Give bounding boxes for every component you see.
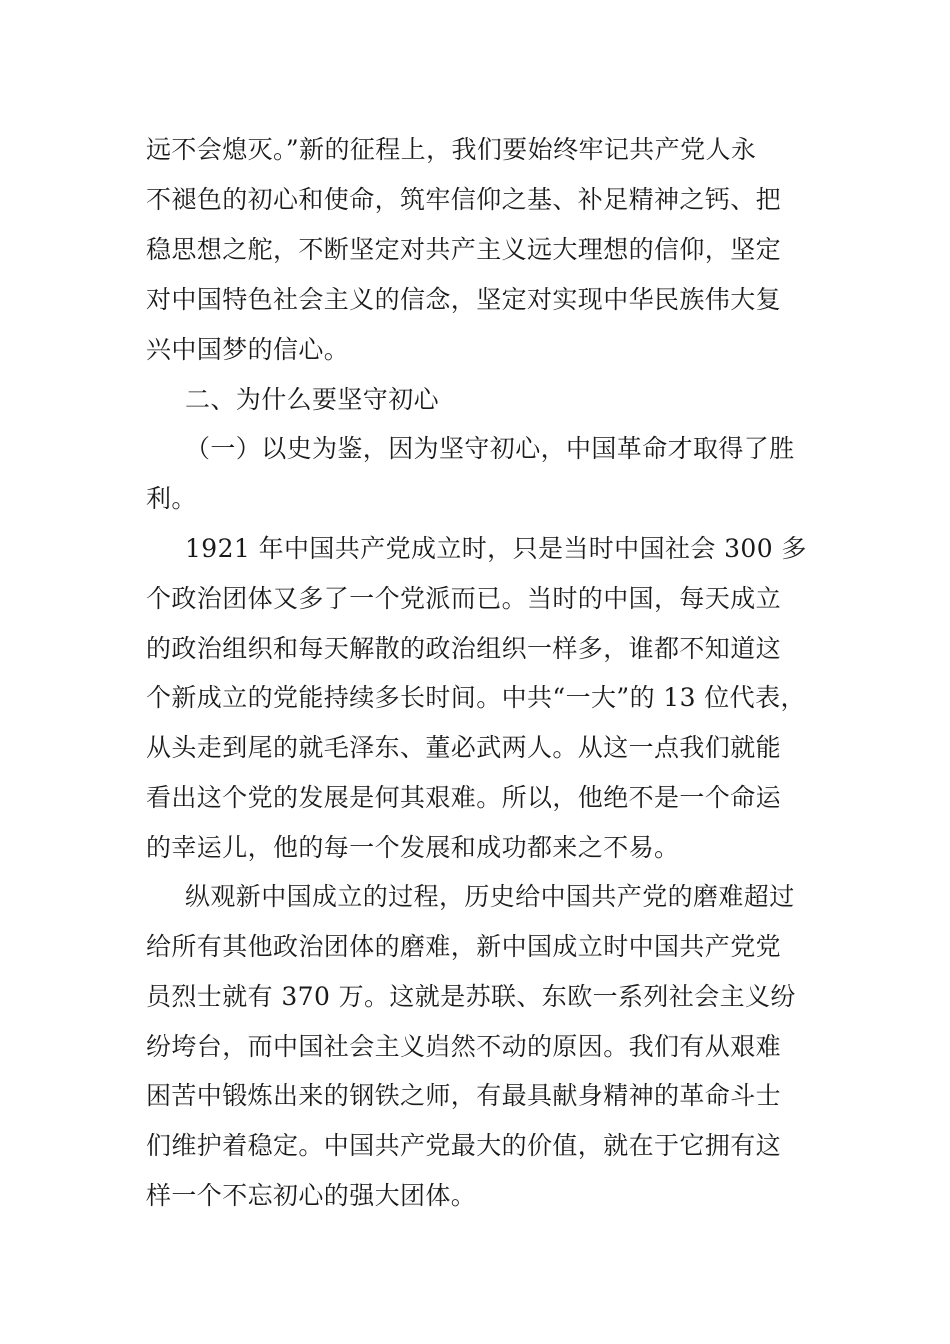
paragraph-line: 对中国特色社会主义的信念，坚定对实现中华民族伟大复: [146, 285, 782, 314]
paragraph-line: 们维护着稳定。中国共产党最大的价值，就在于它拥有这: [146, 1131, 782, 1160]
paragraph-line: 的政治组织和每天解散的政治组织一样多，谁都不知道这: [146, 634, 782, 663]
paragraph-line: 的幸运儿，他的每一个发展和成功都来之不易。: [146, 833, 680, 862]
paragraph-line: 个新成立的党能持续多长时间。中共“一大”的 13 位代表，: [146, 683, 806, 712]
section-heading: 二、为什么要坚守初心: [185, 385, 440, 414]
paragraph-line: 个政治团体又多了一个党派而已。当时的中国，每天成立: [146, 584, 782, 613]
paragraph-line: 从头走到尾的就毛泽东、董必武两人。从这一点我们就能: [146, 733, 782, 762]
paragraph-line: 兴中国梦的信心。: [146, 335, 350, 364]
paragraph-line: 看出这个党的发展是何其艰难。所以，他绝不是一个命运: [146, 783, 782, 812]
paragraph-line: 远不会熄灭。”新的征程上，我们要始终牢记共产党人永: [146, 135, 757, 164]
paragraph-line: 纷垮台，而中国社会主义岿然不动的原因。我们有从艰难: [146, 1032, 782, 1061]
paragraph-line: 纵观新中国成立的过程，历史给中国共产党的磨难超过: [185, 882, 795, 911]
paragraph-line: 员烈士就有 370 万。这就是苏联、东欧一系列社会主义纷: [146, 982, 796, 1011]
paragraph-line: 困苦中锻炼出来的钢铁之师，有最具献身精神的革命斗士: [146, 1081, 782, 1110]
paragraph-line: 稳思想之舵，不断坚定对共产主义远大理想的信仰，坚定: [146, 235, 782, 264]
paragraph-line: 利。: [146, 484, 197, 513]
paragraph-line: 1921 年中国共产党成立时，只是当时中国社会 300 多: [185, 534, 807, 563]
paragraph-line: 不褪色的初心和使命，筑牢信仰之基、补足精神之钙、把: [146, 185, 782, 214]
paragraph-line: 样一个不忘初心的强大团体。: [146, 1181, 477, 1210]
paragraph-line: 给所有其他政治团体的磨难，新中国成立时中国共产党党: [146, 932, 782, 961]
subsection-heading: （一）以史为鉴，因为坚守初心，中国革命才取得了胜: [185, 434, 795, 463]
